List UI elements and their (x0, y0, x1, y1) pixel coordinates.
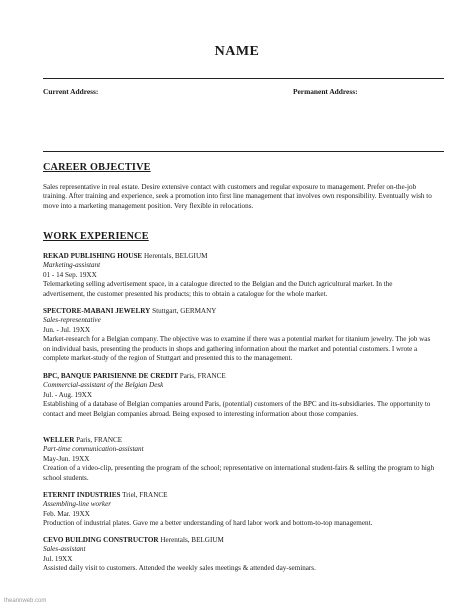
job-company: SPECTORE-MABANI JEWELRY (43, 307, 151, 315)
job-description: Telemarketing selling advertisement space, in a catalogue directed to the Belgian and the Dutch agricultural market. In the advertisement, the customer presented his products; this to obtain a catalogue for the whole market. (43, 280, 393, 298)
job-dates: May-Jun. 19XX (43, 454, 90, 463)
career-objective-section (43, 162, 435, 211)
job-entry (43, 536, 435, 574)
job-location: Herentals, BELGIUM (158, 536, 224, 544)
job-entry (43, 307, 435, 363)
job-dates: 01 - 14 Sep. 19XX (43, 270, 97, 279)
job-location: Paris, FRANCE (177, 372, 226, 380)
job-title: Assembling-line worker (43, 500, 112, 509)
work-experience-section (43, 231, 435, 242)
job-entry (43, 372, 435, 419)
job-company: WELLER (43, 436, 75, 444)
job-entry (43, 252, 435, 299)
job-title: Sales-representative (43, 316, 101, 325)
work-experience-heading: WORK EXPERIENCE (43, 231, 149, 242)
job-description: Establishing of a database of Belgian companies around Paris, (potential) customers of the BPC and its-subsidiaries. The opportunity to contact and meet Belgian companies abroad. Being exposed to interesting information about those companies. (43, 400, 431, 418)
job-location: Herentals, BELGIUM (142, 252, 208, 260)
job-company: CEVO BUILDING CONSTRUCTOR (43, 536, 159, 544)
job-company: ETERNIT INDUSTRIES (43, 491, 121, 499)
job-entry (43, 436, 435, 483)
permanent-address-label: Permanent Address: (293, 87, 358, 96)
resume-name: NAME (214, 44, 260, 59)
job-description: Production of industrial plates. Gave me a better understanding of hard labor work and bottom-to-top management. (43, 519, 373, 528)
job-dates: Jul. - Aug. 19XX (43, 390, 92, 399)
career-objective-text: Sales representative in real estate. Desire extensive contact with customers and regular exposure to management. Prefer on-the-job training. After training and experience, seek a promotion into first line management that involves own responsibility. Eventually wish to move into a marketing management position. Very flexible in relocations. (43, 183, 432, 210)
job-location: Triel, FRANCE (120, 491, 168, 499)
current-address-label: Current Address: (43, 87, 99, 96)
career-objective-heading: CAREER OBJECTIVE (43, 162, 151, 173)
job-description: Creation of a video-clip, presenting the program of the school; representative on international student-fairs & selling the program to high school students. (43, 464, 435, 482)
job-company: BPC, BANQUE PARISIENNE DE CREDIT (43, 372, 178, 380)
job-title: Commercial-assistant of the Belgian Desk (43, 381, 164, 390)
job-location: Paris, FRANCE (74, 436, 123, 444)
job-title: Marketing-assistant (43, 261, 101, 270)
site-watermark: theannweb.com (4, 598, 47, 604)
header-divider (43, 78, 444, 79)
job-dates: Jul. 19XX (43, 554, 73, 563)
job-description: Assisted daily visit to customers. Attended the weekly sales meetings & attended day-seminars. (43, 564, 316, 573)
job-dates: Feb. Mar. 19XX (43, 509, 90, 518)
job-description: Market-research for a Belgian company. The objective was to examine if there was a potential market for titanium jewelry. The job was on individual basis, presenting the products in shops and gathering information about the market and potential customers. I wrote a complete market-study of the region of Stuttgart and presented this to the management. (43, 335, 431, 363)
address-divider (43, 151, 444, 152)
job-title: Sales-assistant (43, 545, 86, 554)
job-dates: Jun. - Jul. 19XX (43, 325, 91, 334)
job-location: Stuttgart, GERMANY (150, 307, 217, 315)
job-title: Part-time communication-assistant (43, 445, 144, 454)
job-company: REKAD PUBLISHING HOUSE (43, 252, 143, 260)
job-entry (43, 491, 435, 529)
